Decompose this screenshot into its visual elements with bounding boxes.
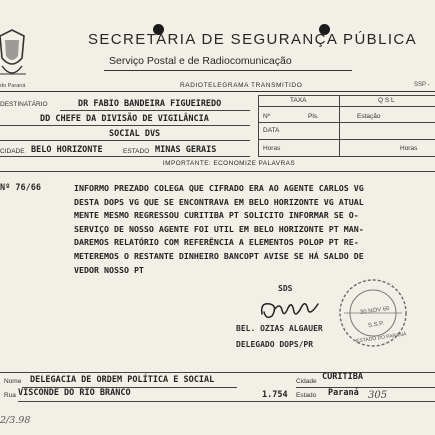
stamp-text: S.S.P. <box>367 320 385 330</box>
sender-name-label: Nome <box>4 378 22 385</box>
closing-sds: SDS <box>278 284 293 293</box>
stamp-date: 30 NOV 66 <box>359 305 390 317</box>
service-box-divider <box>339 95 340 157</box>
city-rule <box>0 156 250 157</box>
handwritten-page-number: 305 <box>368 390 388 401</box>
addressee-rule-3 <box>0 140 250 141</box>
coat-of-arms-logo <box>0 28 26 83</box>
state-value: MINAS GERAIS <box>155 145 217 155</box>
state-label: do Paraná <box>0 83 26 89</box>
header-subtitle: Serviço Postal e de Radiocomunicação <box>109 55 292 67</box>
addressee-label: DESTINATÁRIO <box>0 101 48 108</box>
signer-role: DELEGADO DOPS/PR <box>236 340 314 349</box>
state-field-label: ESTADO <box>123 148 150 155</box>
qsl-label: Q S L <box>378 97 395 104</box>
important-rule <box>0 171 435 172</box>
stamp-ring-text: ESTADO DO PARANÁ <box>355 331 407 345</box>
horas-label: Horas <box>263 145 281 152</box>
taxa-label: TAXA <box>290 97 307 104</box>
header-title: SECRETARIA DE SEGURANÇA PÚBLICA <box>88 31 418 48</box>
addressee-rule-1 <box>60 110 250 111</box>
sender-state-label: Estado <box>296 392 317 399</box>
city-label: CIDADE <box>0 148 25 155</box>
no-label: Nº <box>263 113 271 120</box>
form-type: RADIOTELEGRAMA TRANSMITIDO <box>180 82 303 89</box>
addressee-rule-2 <box>0 125 250 126</box>
sender-city-value: CURITIBA <box>322 372 363 382</box>
addressee-line-2: DD CHEFE DA DIVISÃO DE VIGILÂNCIA <box>40 114 209 124</box>
service-box-top <box>258 95 435 96</box>
signer-name: BEL. OZIAS ALGAUER <box>236 324 323 333</box>
pls-label: Pls. <box>308 113 319 120</box>
horas-label-2: Horas <box>400 145 418 152</box>
sender-state-value: Paraná <box>328 388 359 398</box>
handwritten-corner-note: 2/3.98 <box>0 415 31 426</box>
service-row-1 <box>258 106 435 107</box>
addressee-line-3: SOCIAL DVS <box>109 129 161 139</box>
message-line-3: MENTE MESMO REGRESSOU CURITIBA PT SOLICITO INFORMAR SE O- <box>74 210 359 221</box>
header-underline <box>104 70 352 71</box>
sender-street-rule <box>18 401 435 402</box>
sender-number-value: 1.754 <box>262 390 288 400</box>
sender-street-label: Rua <box>4 392 16 399</box>
message-line-7: VEDOR NOSSO PT <box>74 264 144 275</box>
sender-city-rule <box>296 387 435 388</box>
data-label: DATA <box>263 127 280 134</box>
sender-city-label: Cidade <box>296 378 317 385</box>
service-box-left-border <box>258 95 259 157</box>
important-notice: IMPORTANTE: ECONOMIZE PALAVRAS <box>162 160 296 167</box>
estacao-label: Estação <box>357 113 381 120</box>
sender-name-value: DELEGACIA DE ORDEM POLÍTICA E SOCIAL <box>30 375 215 385</box>
message-line-6: METEREMOS O RESTANTE DINHEIRO BANCOPT AVISE SE HÁ SALDO DE <box>74 250 364 261</box>
addressee-line-1: DR FABIO BANDEIRA FIGUEIREDO <box>78 99 222 109</box>
header-divider <box>0 91 435 92</box>
message-line-2: DESTA DOPS VG QUE SE ENCONTRAVA EM BELO HORIZONTE VG ATUAL <box>74 196 364 207</box>
service-row-3 <box>258 139 435 140</box>
sender-street-value: VISCONDE DO RIO BRANCO <box>18 388 131 398</box>
sender-divider <box>0 372 435 373</box>
message-line-1: INFORMO PREZADO COLEGA QUE CIFRADO ERA AO AGENTE CARLOS VG <box>74 183 364 193</box>
message-number: Nº 76/66 <box>0 183 41 193</box>
service-row-2 <box>258 122 435 123</box>
form-code: SSP - <box>414 82 430 88</box>
city-value: BELO HORIZONTE <box>31 145 103 155</box>
service-row-4 <box>258 156 435 157</box>
message-body <box>74 182 364 277</box>
message-line-5: DAREMOS RELATÓRIO COM REFERÊNCIA A ELEMENTOS POLOP PT RE- <box>74 237 359 248</box>
message-line-4: SERVIÇO DE NOSSO AGENTE FOI UTIL EM BELO HORIZONTE PT MAN- <box>74 223 364 234</box>
handwritten-signature <box>258 296 328 322</box>
